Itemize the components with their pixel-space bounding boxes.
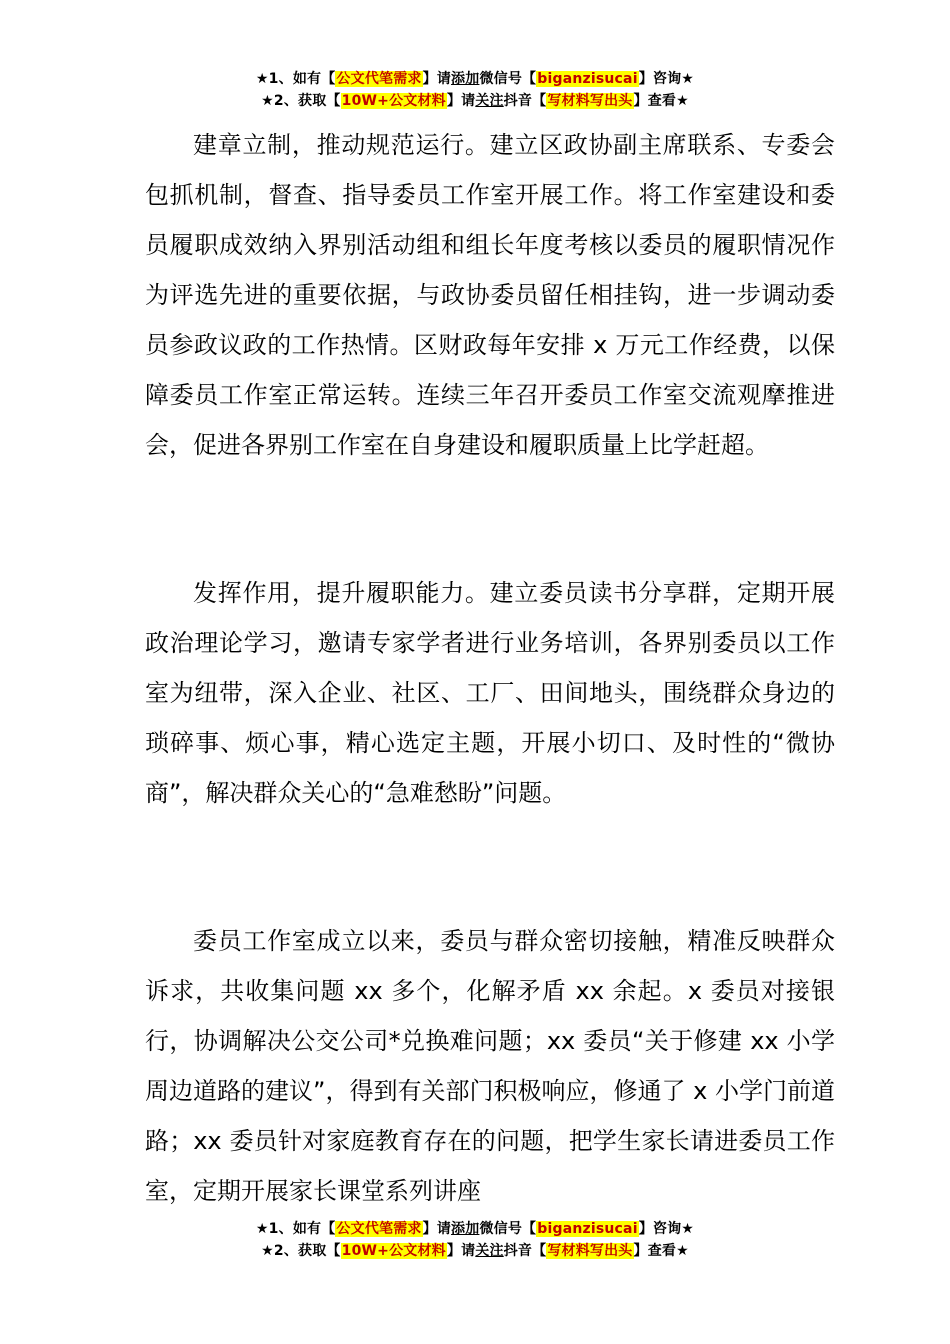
footer-highlight-service: 公文代笔需求 xyxy=(336,1221,422,1237)
footer-line-1-prefix: ★1、如有【 xyxy=(255,1221,336,1237)
banner-line-2-mid: 】请 xyxy=(446,93,476,109)
footer-line-1-suffix: 】咨询★ xyxy=(638,1221,695,1237)
footer-line-2 xyxy=(0,1240,950,1262)
footer-highlight-materials: 10W+公文材料 xyxy=(341,1243,446,1259)
banner-line-1-suffix: 】咨询★ xyxy=(638,71,695,87)
footer-line-2-suffix: 】查看★ xyxy=(633,1243,689,1259)
paragraph-block-2 xyxy=(145,568,835,818)
paragraph-achievements: 委员工作室成立以来，委员与群众密切接触，精准反映群众诉求，共收集问题 xx 多个，化解矛盾 xx 余起。x 委员对接银行，协调解决公交公司*兑换难问题；xx 委员“关于修建 xx 小学周边道路的建议”，得到有关部门积极响应，修通了 x 小学门前道路；xx 委员针对家庭教育存在的问题，把学生家长请进委员工作室，定期开展家长课堂系列讲座 xyxy=(145,927,835,1205)
footer-highlight-wechat-id: biganzisucai xyxy=(537,1221,638,1237)
footer-banner xyxy=(0,1218,950,1262)
footer-emphasis-add: 添加 xyxy=(451,1221,480,1237)
banner-highlight-wechat-id: biganzisucai xyxy=(537,71,638,87)
footer-line-1-mid-2: 微信号【 xyxy=(479,1221,537,1237)
footer-highlight-douyin: 写材料写出头 xyxy=(547,1243,633,1259)
paragraph-capability: 发挥作用，提升履职能力。建立委员读书分享群，定期开展政治理论学习，邀请专家学者进行业务培训，各界别委员以工作室为纽带，深入企业、社区、工厂、田间地头，围绕群众身边的琐碎事、烦心事，精心选定主题，开展小切口、及时性的“微协商”，解决群众关心的“急难愁盼”问题。 xyxy=(145,579,835,807)
footer-line-1 xyxy=(0,1218,950,1240)
paragraph-block-3 xyxy=(145,916,835,1216)
banner-line-1 xyxy=(0,68,950,90)
banner-line-2 xyxy=(0,90,950,112)
banner-highlight-douyin: 写材料写出头 xyxy=(547,93,633,109)
paragraph-regulations: 建章立制，推动规范运行。建立区政协副主席联系、专委会包抓机制，督查、指导委员工作室开展工作。将工作室建设和委员履职成效纳入界别活动组和组长年度考核以委员的履职情况作为评选先进的重要依据，与政协委员留任相挂钩，进一步调动委员参政议政的工作热情。区财政每年安排 x 万元工作经费，以保障委员工作室正常运转。连续三年召开委员工作室交流观摩推进会，促进各界别工作室在自身建设和履职质量上比学赶超。 xyxy=(145,131,835,459)
footer-line-2-mid: 】请 xyxy=(446,1243,476,1259)
banner-line-2-mid-2: 抖音【 xyxy=(503,93,547,109)
footer-line-2-prefix: ★2、获取【 xyxy=(261,1243,341,1259)
banner-highlight-service: 公文代笔需求 xyxy=(336,71,422,87)
banner-line-1-prefix: ★1、如有【 xyxy=(255,71,336,87)
paragraph-block-1 xyxy=(145,120,835,470)
footer-emphasis-follow: 关注 xyxy=(475,1243,504,1259)
banner-emphasis-add: 添加 xyxy=(451,71,480,87)
banner-highlight-materials: 10W+公文材料 xyxy=(341,93,446,109)
banner-emphasis-follow: 关注 xyxy=(475,93,504,109)
banner-line-2-suffix: 】查看★ xyxy=(633,93,689,109)
banner-line-1-mid: 】请 xyxy=(422,71,452,87)
footer-line-2-mid-2: 抖音【 xyxy=(503,1243,547,1259)
banner-line-1-mid-2: 微信号【 xyxy=(479,71,537,87)
footer-line-1-mid: 】请 xyxy=(422,1221,452,1237)
header-banner xyxy=(0,68,950,112)
banner-line-2-prefix: ★2、获取【 xyxy=(261,93,341,109)
